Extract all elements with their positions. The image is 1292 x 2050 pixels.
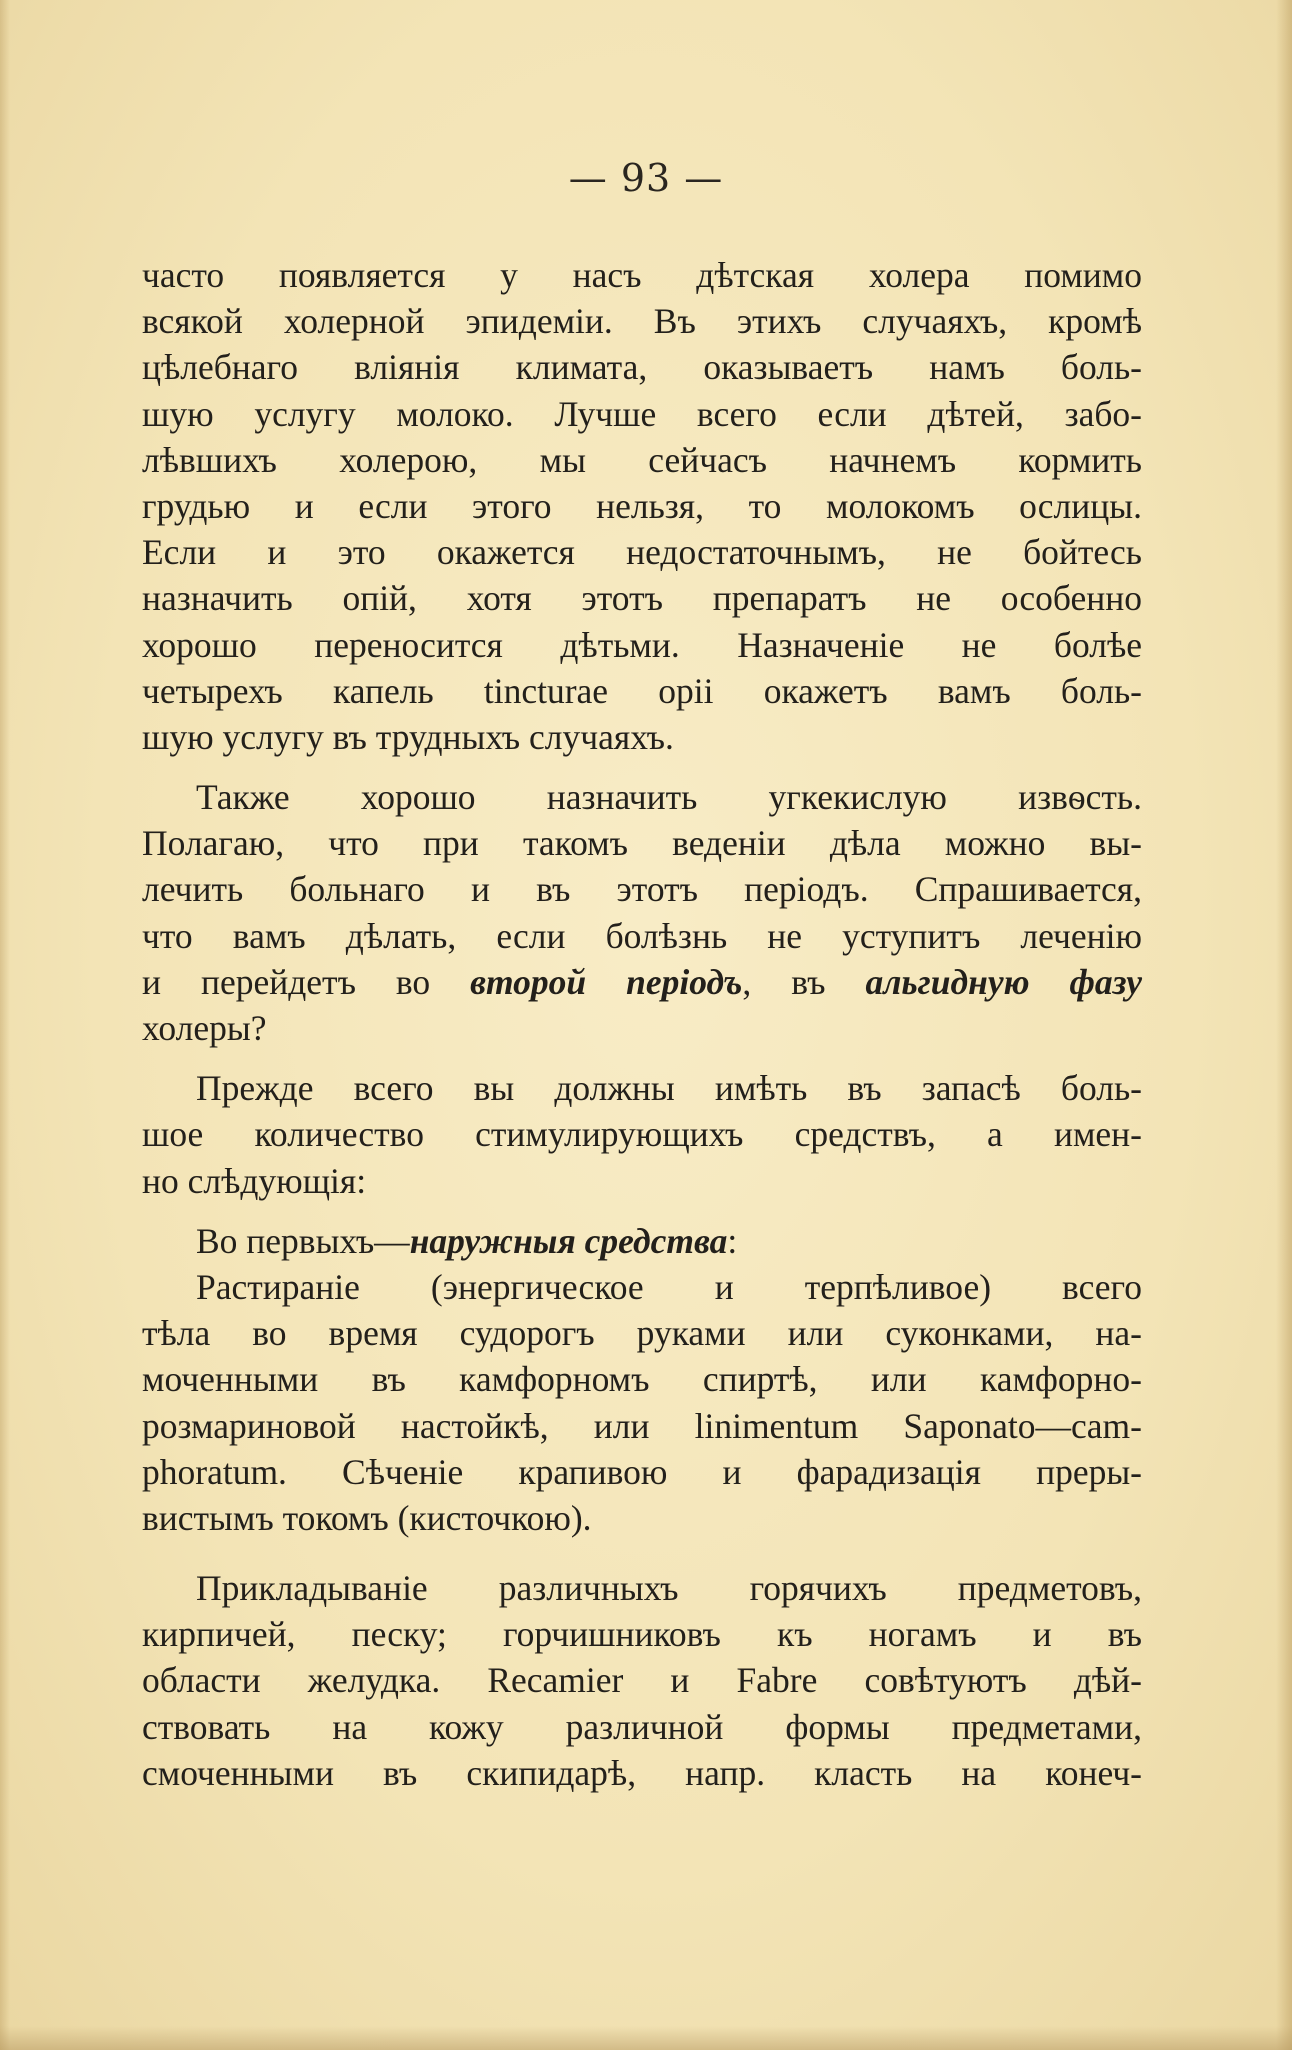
text-line: Также хорошо назначить угкекислую извѳсть. — [196, 777, 1142, 818]
text-line: Если и это окажется недостаточнымъ, не бойтесь — [142, 532, 1142, 573]
text-line: Прикладываніе различныхъ горячихъ предметовъ, — [196, 1568, 1142, 1609]
text-line: холеры? — [142, 1008, 267, 1048]
text-line: Растираніе (энергическое и терпѣливое) всего — [196, 1266, 1142, 1307]
italic-term: наружныя средства — [409, 1220, 728, 1261]
text-line: цѣлебнаго вліянія климата, оказываетъ намъ боль- — [142, 347, 1142, 388]
text-line: грудью и если этого нельзя, то молокомъ ослицы. — [142, 485, 1142, 526]
text-line: часто появляется у насъ дѣтская холера помимо — [142, 255, 1142, 295]
text-line: Полагаю, что при такомъ веденіи дѣла можно вы- — [142, 823, 1142, 864]
text-line-mixed — [142, 1218, 1142, 1264]
text-line: четырехъ капель tinсturae орii окажетъ вамъ боль- — [142, 670, 1142, 711]
text-line-mixed — [142, 959, 1142, 1005]
text-line: ствовать на кожу различной формы предметами, — [142, 1706, 1142, 1747]
paragraph-2 — [142, 774, 1142, 1051]
text-line: кирпичей, песку; горчишниковъ къ ногамъ и въ — [142, 1614, 1142, 1655]
text-fragment: : — [727, 1220, 738, 1261]
text-line: тѣла во время судорогъ руками или суконками, на- — [142, 1313, 1142, 1354]
text-line: всякой холерной эпидеміи. Въ этихъ случаяхъ, кромѣ — [142, 301, 1142, 342]
text-fragment: и перейдетъ во — [142, 961, 471, 1002]
page-number: — 93 — — [568, 156, 724, 200]
paragraph-5 — [142, 1264, 1142, 1541]
text-fragment: , въ — [742, 961, 866, 1002]
paragraph-gap — [142, 1541, 1142, 1565]
text-line: лѣвшихъ холерою, мы сейчасъ начнемъ кормить — [142, 439, 1142, 480]
text-line: хорошо переносится дѣтьми. Назначеніе не болѣе — [142, 624, 1142, 665]
paragraph-4 — [142, 1218, 1142, 1264]
text-line: розмариновой настойкѣ, или linimentum Saponato—cam- — [142, 1405, 1142, 1446]
text-line: шую услугу въ трудныхъ случаяхъ. — [142, 716, 674, 757]
text-line: шую услугу молоко. Лучше всего если дѣтей, забо- — [142, 393, 1142, 434]
paragraph-gap — [142, 1204, 1142, 1218]
text-line: что вамъ дѣлать, если болѣзнь не уступитъ леченію — [142, 915, 1142, 956]
paragraph-gap — [142, 760, 1142, 774]
page-edge-left — [0, 0, 10, 2050]
page-edge-right — [1276, 0, 1292, 2050]
text-line: лечить больнаго и въ этотъ періодъ. Спрашивается, — [142, 869, 1142, 910]
italic-term: второй періодъ — [470, 961, 743, 1002]
text-line: смоченными въ скипидарѣ, напр. класть на конеч- — [142, 1752, 1142, 1793]
text-line: phoratum. Сѣченіе крапивою и фарадизація преры- — [142, 1451, 1142, 1492]
text-fragment: Во первыхъ— — [196, 1220, 410, 1261]
italic-term: альгидную фазу — [865, 961, 1142, 1002]
text-line: моченными въ камфорномъ спиртѣ, или камфорно- — [142, 1359, 1142, 1400]
text-line: шое количество стимулирующихъ средствъ, а имен- — [142, 1114, 1142, 1155]
text-line: назначить опій, хотя этотъ препаратъ не особенно — [142, 578, 1142, 619]
paragraph-1 — [142, 252, 1142, 760]
text-line: но слѣдующія: — [142, 1160, 367, 1201]
text-line: области желудка. Recamier и Fabre совѣтуютъ дѣй- — [142, 1660, 1142, 1701]
paragraph-6 — [142, 1565, 1142, 1796]
paragraph-3 — [142, 1065, 1142, 1204]
page-edge-bottom — [0, 2026, 1292, 2050]
text-line: Прежде всего вы должны имѣть въ запасѣ боль- — [196, 1068, 1142, 1109]
paragraph-gap — [142, 1051, 1142, 1065]
page-body-text — [142, 252, 1142, 1796]
text-line: вистымъ токомъ (кисточкою). — [142, 1497, 592, 1538]
